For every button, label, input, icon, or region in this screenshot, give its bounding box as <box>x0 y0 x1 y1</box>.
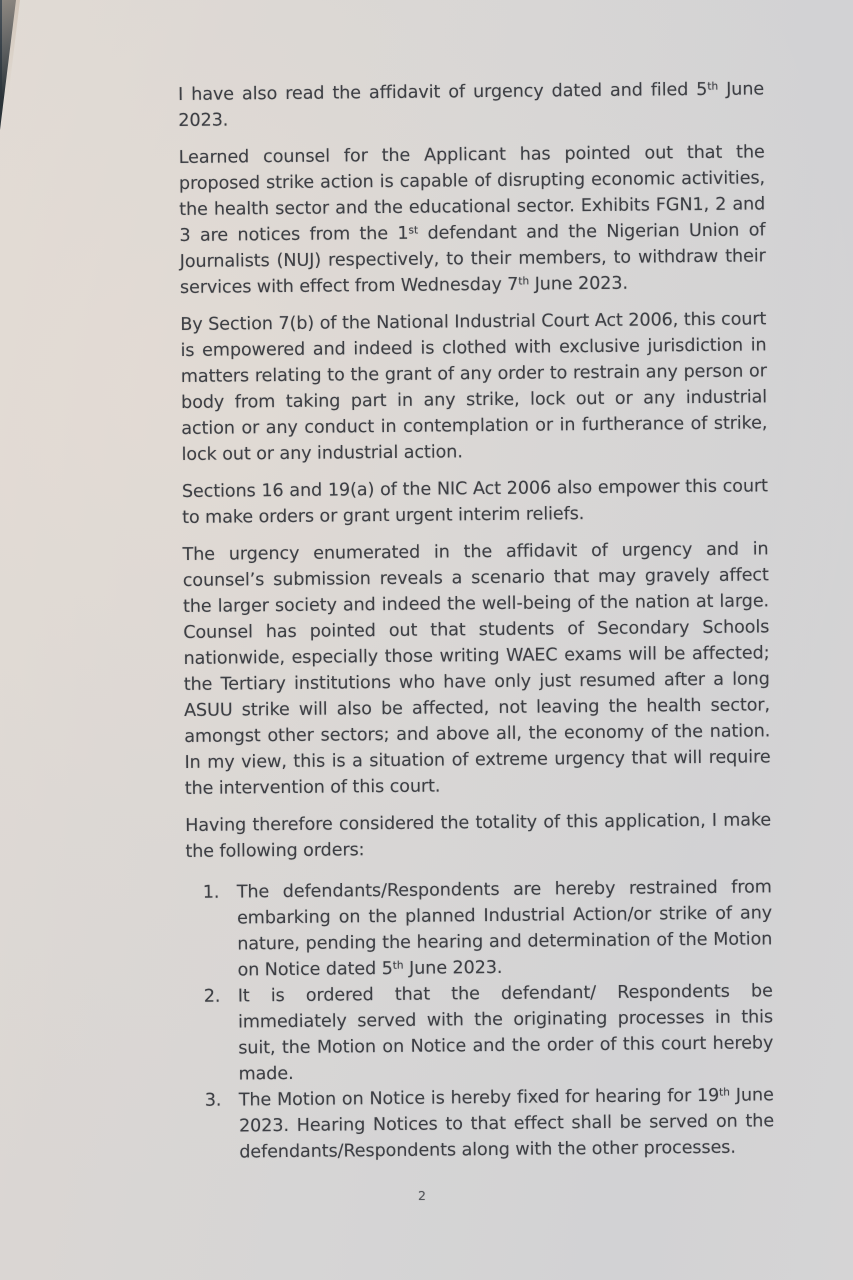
paragraph-sections-16-19a: Sections 16 and 19(a) of the NIC Act 2006 also empower this court to make orders or grant urgent interim reliefs. <box>181 476 769 528</box>
ordinal-superscript: th <box>707 80 719 93</box>
paragraph-counsel-submission: Learned counsel for the Applicant has pointed out that the proposed strike action is capable of disrupting economic activities, the health sector and the educational sector. Exhibits FGN1, 2 and 3 are notices from the 1st defendant and the Nigerian Union of Journalists (NUJ) respectively, to their members, to withdraw their services with effect from Wednesday 7th June 2023. <box>178 142 766 298</box>
order-item-restraint: The defendants/Respondents are hereby restrained from embarking on the planned Industrial Action/or strike of any nature, pending the hearing and determination of the Motion on Notice dated 5th June 2023. <box>236 877 773 981</box>
orders-list <box>186 874 775 1166</box>
paragraph-section-7b-jurisdiction: By Section 7(b) of the National Industrial Court Act 2006, this court is empowered and indeed is clothed with exclusive jurisdiction in matters relating to the grant of any order to restrain any person or body from taking part in any strike, lock out or any industrial action or any conduct in contemplation or in furtherance of strike, lock out or any industrial action. <box>180 309 768 465</box>
paragraph-orders-intro: Having therefore considered the totality of this application, I make the following orders: <box>185 810 772 862</box>
document-body <box>178 76 774 1166</box>
paragraph-urgency-analysis: The urgency enumerated in the affidavit of urgency and in counsel’s submission reveals a scenario that may gravely affect the larger society and indeed the well-being of the nation at large. Counsel has pointed out that students of Secondary Schools nationwide, especially those writing WAEC exams will be affected; the Tertiary institutions who have only just resumed after a long ASUU strike will also be affected, not leaving the health sector, amongst other sectors; and above all, the economy of the nation. In my view, this is a situation of extreme urgency that will require the intervention of this court. <box>182 539 771 799</box>
order-item-hearing-date: The Motion on Notice is hereby fixed for hearing for 19th June 2023. Hearing Notices to that effect shall be served on the defendants/Respondents along with the other processes. <box>238 1085 775 1163</box>
paragraph-affidavit-urgency: I have also read the affidavit of urgency dated and filed 5th June 2023. <box>178 79 765 131</box>
ordinal-superscript: th <box>392 959 404 972</box>
ordinal-superscript: th <box>719 1086 731 1099</box>
order-item-service: It is ordered that the defendant/ Respondents be immediately served with the originating processes in this suit, the Motion on Notice and the order of this court hereby made. <box>237 981 774 1085</box>
ordinal-superscript: th <box>518 275 530 288</box>
page-number: 2 <box>418 1188 426 1203</box>
ordinal-superscript: st <box>408 224 419 237</box>
paper-edge-highlight <box>2 0 20 132</box>
